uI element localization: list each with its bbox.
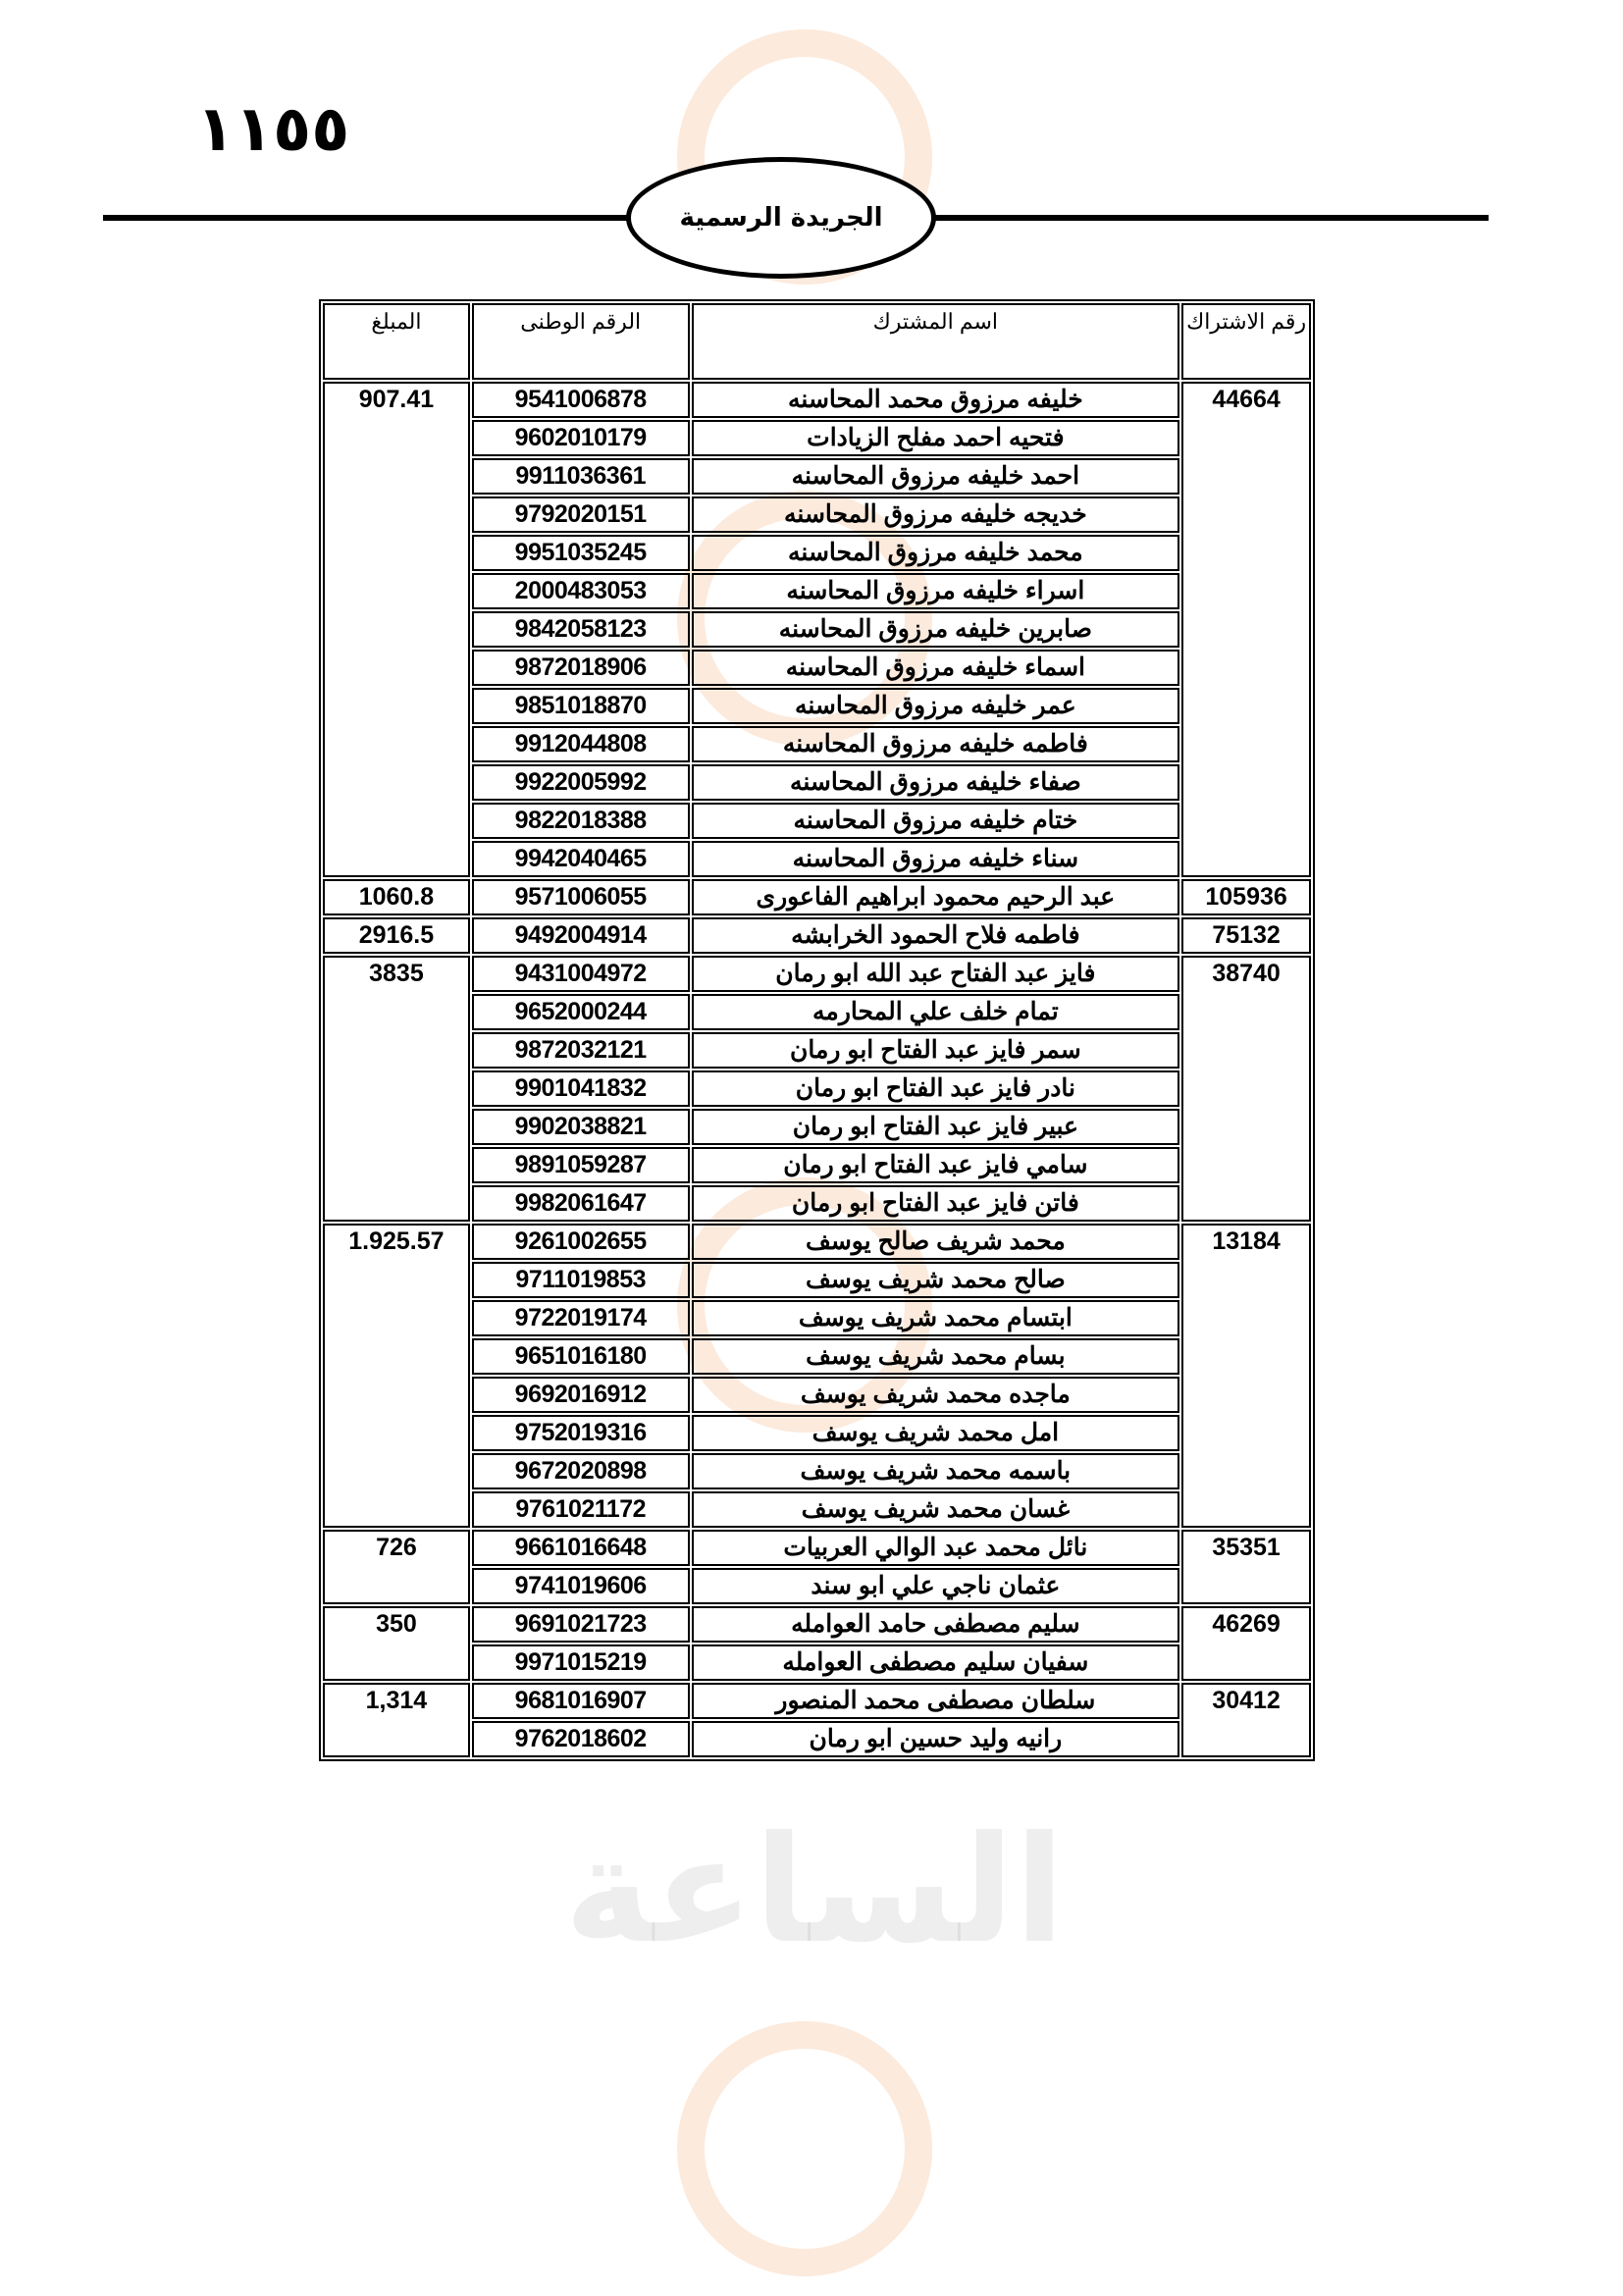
table-row [323,573,1311,609]
table-row [323,764,1311,801]
table-row [323,1032,1311,1069]
table-row [323,458,1311,495]
table-row [323,1147,1311,1183]
national-id-cell: 9872018906 [472,650,690,686]
subscription-no-cell: 105936 [1181,879,1311,915]
amount-cell: 907.41 [323,382,470,877]
subscriber-name-cell: سمر فايز عبد الفتاح ابو رمان [692,1032,1180,1069]
subscriber-name-cell: ماجده محمد شريف يوسف [692,1377,1180,1413]
subscriber-name-cell: امل محمد شريف يوسف [692,1415,1180,1451]
subscriber-name-cell: صابرين خليفه مرزوق المحاسنه [692,611,1180,648]
table-row [323,803,1311,839]
watermark-clock-icon [677,2021,932,2276]
gazette-title: الجريدة الرسمية [679,203,883,233]
national-id-cell: 9492004914 [472,917,690,954]
subscriber-name-cell: ختام خليفه مرزوق المحاسنه [692,803,1180,839]
national-id-cell: 9872032121 [472,1032,690,1069]
subscription-no-cell: 75132 [1181,917,1311,954]
subscriber-name-cell: فاطمه فلاح الحمود الخرابشه [692,917,1180,954]
table-row [323,1070,1311,1107]
table-row [323,535,1311,571]
subscriber-name-cell: صفاء خليفه مرزوق المحاسنه [692,764,1180,801]
subscriber-name-cell: فايز عبد الفتاح عبد الله ابو رمان [692,956,1180,992]
subscriber-name-cell: نائل محمد عبد الوالي العربيات [692,1530,1180,1566]
subscriber-name-cell: باسمه محمد شريف يوسف [692,1453,1180,1489]
subscriber-name-cell: فتحيه احمد مفلح الزيادات [692,420,1180,456]
national-id-cell: 9651016180 [472,1338,690,1375]
subscriber-name-cell: عثمان ناجي علي ابو سند [692,1568,1180,1604]
table-row [323,1300,1311,1336]
subscriber-name-cell: عبد الرحيم محمود ابراهيم الفاعورى [692,879,1180,915]
national-id-cell: 9691021723 [472,1606,690,1643]
subscriber-name-cell: احمد خليفه مرزوق المحاسنه [692,458,1180,495]
table-row [323,1453,1311,1489]
national-id-cell: 9752019316 [472,1415,690,1451]
national-id-cell: 9672020898 [472,1453,690,1489]
table-row [323,1262,1311,1298]
table-row [323,994,1311,1030]
amount-cell: 1060.8 [323,879,470,915]
national-id-cell: 9912044808 [472,726,690,762]
subscribers-table [319,299,1315,1761]
amount-cell: 2916.5 [323,917,470,954]
subscriber-name-cell: فاتن فايز عبد الفتاح ابو رمان [692,1185,1180,1222]
subscriber-name-cell: غسان محمد شريف يوسف [692,1491,1180,1528]
national-id-cell: 9261002655 [472,1224,690,1260]
table-row [323,1721,1311,1757]
table-row [323,1644,1311,1681]
subscription-no-cell: 46269 [1181,1606,1311,1681]
national-id-cell: 2000483053 [472,573,690,609]
table-row [323,1377,1311,1413]
subscriber-name-cell: سامي فايز عبد الفتاح ابو رمان [692,1147,1180,1183]
national-id-cell: 9942040465 [472,841,690,877]
national-id-cell: 9902038821 [472,1109,690,1145]
national-id-cell: 9951035245 [472,535,690,571]
subscriber-name-cell: خديجه خليفه مرزوق المحاسنه [692,496,1180,533]
subscription-no-cell: 44664 [1181,382,1311,877]
table-row [323,917,1311,954]
table-row [323,1491,1311,1528]
subscriber-name-cell: نادر فايز عبد الفتاح ابو رمان [692,1070,1180,1107]
national-id-cell: 9761021172 [472,1491,690,1528]
header-name: اسم المشترك [692,303,1180,380]
national-id-cell: 9982061647 [472,1185,690,1222]
subscription-no-cell: 38740 [1181,956,1311,1222]
subscriber-name-cell: محمد خليفه مرزوق المحاسنه [692,535,1180,571]
table-row [323,382,1311,418]
gazette-title-oval [626,157,936,279]
page-number: ١١٥٥ [196,93,350,166]
watermark-text: الساعة [563,1805,1066,1976]
national-id-cell: 9822018388 [472,803,690,839]
header-subscription-no: رقم الاشتراك [1181,303,1311,380]
subscriber-name-cell: سلطان مصطفى محمد المنصور [692,1683,1180,1719]
national-id-cell: 9431004972 [472,956,690,992]
table-row [323,1109,1311,1145]
table-row [323,1224,1311,1260]
national-id-cell: 9842058123 [472,611,690,648]
subscriber-name-cell: صالح محمد شريف يوسف [692,1262,1180,1298]
table-row [323,879,1311,915]
header-national-id: الرقم الوطنى [472,303,690,380]
table-header-row [323,303,1311,380]
subscriber-name-cell: ابتسام محمد شريف يوسف [692,1300,1180,1336]
national-id-cell: 9711019853 [472,1262,690,1298]
header-amount: المبلغ [323,303,470,380]
national-id-cell: 9851018870 [472,688,690,724]
table-row [323,1568,1311,1604]
national-id-cell: 9722019174 [472,1300,690,1336]
subscriber-name-cell: رانيه وليد حسين ابو رمان [692,1721,1180,1757]
national-id-cell: 9901041832 [472,1070,690,1107]
table-row [323,841,1311,877]
national-id-cell: 9891059287 [472,1147,690,1183]
national-id-cell: 9692016912 [472,1377,690,1413]
subscriber-name-cell: بسام محمد شريف يوسف [692,1338,1180,1375]
table-row [323,420,1311,456]
table-row [323,650,1311,686]
table-row [323,1606,1311,1643]
national-id-cell: 9602010179 [472,420,690,456]
subscriber-name-cell: عبير فايز عبد الفتاح ابو رمان [692,1109,1180,1145]
subscriber-name-cell: تمام خلف علي المحارمه [692,994,1180,1030]
subscriber-name-cell: سفيان سليم مصطفى العوامله [692,1644,1180,1681]
subscriber-name-cell: سليم مصطفى حامد العوامله [692,1606,1180,1643]
table-row [323,1683,1311,1719]
subscription-no-cell: 35351 [1181,1530,1311,1604]
subscription-no-cell: 30412 [1181,1683,1311,1757]
amount-cell: 350 [323,1606,470,1681]
national-id-cell: 9762018602 [472,1721,690,1757]
national-id-cell: 9541006878 [472,382,690,418]
amount-cell: 1,314 [323,1683,470,1757]
national-id-cell: 9922005992 [472,764,690,801]
table-row [323,688,1311,724]
table-row [323,1185,1311,1222]
national-id-cell: 9911036361 [472,458,690,495]
table-row [323,1338,1311,1375]
table-row [323,726,1311,762]
subscriber-name-cell: عمر خليفه مرزوق المحاسنه [692,688,1180,724]
national-id-cell: 9681016907 [472,1683,690,1719]
national-id-cell: 9741019606 [472,1568,690,1604]
national-id-cell: 9792020151 [472,496,690,533]
amount-cell: 1.925.57 [323,1224,470,1528]
subscriber-name-cell: اسماء خليفه مرزوق المحاسنه [692,650,1180,686]
table-row [323,1415,1311,1451]
national-id-cell: 9661016648 [472,1530,690,1566]
national-id-cell: 9652000244 [472,994,690,1030]
table-row [323,611,1311,648]
table-row [323,956,1311,992]
table-row [323,496,1311,533]
subscriber-name-cell: خليفه مرزوق محمد المحاسنه [692,382,1180,418]
amount-cell: 726 [323,1530,470,1604]
national-id-cell: 9971015219 [472,1644,690,1681]
table-body [323,382,1311,1757]
subscriber-name-cell: سناء خليفه مرزوق المحاسنه [692,841,1180,877]
table-row [323,1530,1311,1566]
subscriber-name-cell: فاطمه خليفه مرزوق المحاسنه [692,726,1180,762]
national-id-cell: 9571006055 [472,879,690,915]
subscription-no-cell: 13184 [1181,1224,1311,1528]
subscriber-name-cell: اسراء خليفه مرزوق المحاسنه [692,573,1180,609]
subscriber-name-cell: محمد شريف صالح يوسف [692,1224,1180,1260]
amount-cell: 3835 [323,956,470,1222]
